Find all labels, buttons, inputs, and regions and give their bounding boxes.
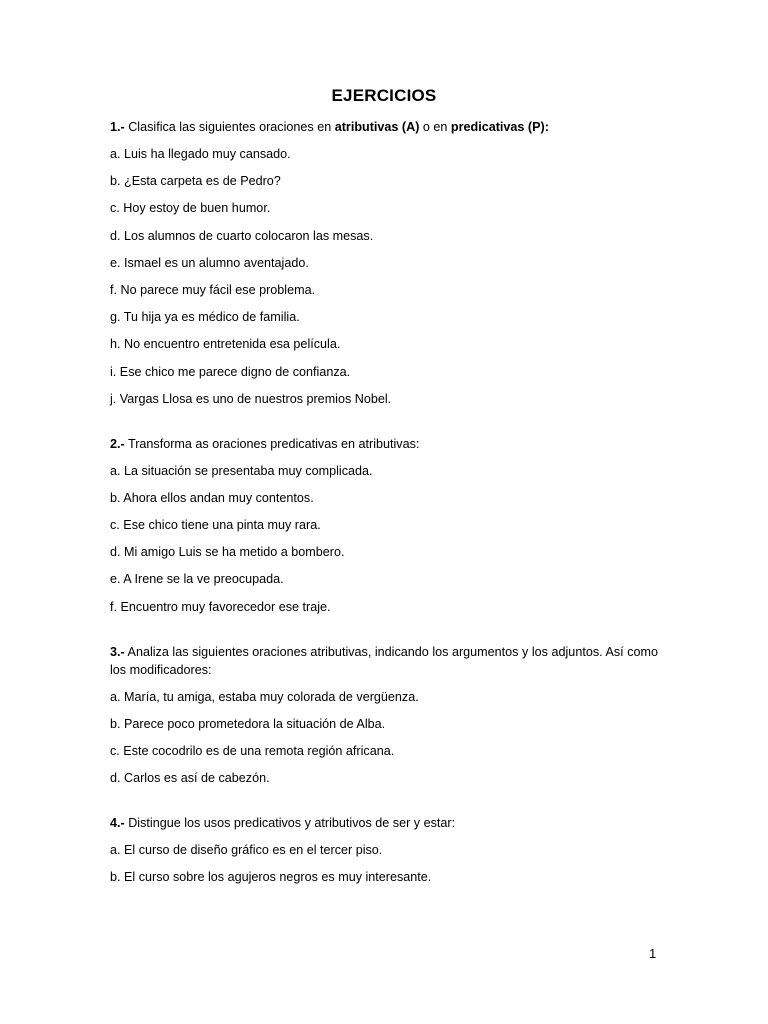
exercise-3 <box>110 643 658 788</box>
exercise-1-instruction-text: Clasifica las siguientes oraciones en <box>124 120 335 134</box>
exercise-1-predicativas: predicativas (P): <box>450 120 549 134</box>
exercise-3-item-c: c. Este cocodrilo es de una remota región africana. <box>110 744 395 758</box>
exercise-1-item-e: e. Ismael es un alumno aventajado. <box>110 255 309 270</box>
exercise-2-instruction <box>110 435 658 453</box>
exercise-2-item-c: c. Ese chico tiene una pinta muy rara. <box>110 518 321 533</box>
exercise-1-item-c: c. Hoy estoy de buen humor. <box>110 201 271 216</box>
exercise-1-instruction-mid: o en <box>419 120 451 134</box>
exercise-4-instruction <box>110 814 658 832</box>
exercise-3-number: 3.- <box>110 644 125 659</box>
exercise-1-item-h: h. No encuentro entretenida esa película. <box>110 337 341 352</box>
exercise-1 <box>110 118 658 408</box>
exercise-1-item-g: g. Tu hija ya es médico de familia. <box>110 310 300 325</box>
exercise-2-item-d: d. Mi amigo Luis se ha metido a bombero. <box>110 545 345 560</box>
page-number: 1 <box>649 946 657 961</box>
exercise-4-instruction-text: Distingue los usos predicativos y atributivos de ser y estar: <box>124 816 456 831</box>
page-title: EJERCICIOS <box>331 86 437 105</box>
exercise-2 <box>110 435 658 616</box>
exercise-1-atributivas: atributivas (A) <box>334 120 420 134</box>
exercise-1-item-f: f. No parece muy fácil ese problema. <box>110 282 316 297</box>
exercise-3-item-d: d. Carlos es así de cabezón. <box>110 771 270 786</box>
exercise-1-item-a: a. Luis ha llegado muy cansado. <box>110 147 291 161</box>
exercise-1-item-d: d. Los alumnos de cuarto colocaron las mesas. <box>110 228 374 243</box>
exercise-2-item-a: a. La situación se presentaba muy complicada. <box>110 463 373 478</box>
exercise-2-item-b: b. Ahora ellos andan muy contentos. <box>110 490 314 505</box>
exercise-3-item-b: b. Parece poco prometedora la situación de Alba. <box>110 716 386 731</box>
exercise-3-instruction <box>110 643 658 679</box>
exercise-4-item-a: a. El curso de diseño gráfico es en el tercer piso. <box>110 843 383 858</box>
exercise-1-instruction <box>110 118 658 136</box>
exercise-3-item-a: a. María, tu amiga, estaba muy colorada de vergüenza. <box>110 689 419 704</box>
exercise-1-number: 1.- <box>110 120 125 134</box>
exercise-2-number: 2.- <box>110 436 125 451</box>
exercise-3-instruction-text: Analiza las siguientes oraciones atributivas, indicando los argumentos y los adjuntos. Así como los modificadores: <box>110 644 658 677</box>
exercise-4 <box>110 814 658 886</box>
document-page <box>110 86 658 913</box>
exercise-4-number: 4.- <box>110 816 125 831</box>
exercise-4-item-b: b. El curso sobre los agujeros negros es muy interesante. <box>110 870 432 885</box>
exercise-1-item-b: b. ¿Esta carpeta es de Pedro? <box>110 174 281 189</box>
exercise-2-item-f: f. Encuentro muy favorecedor ese traje. <box>110 599 331 614</box>
exercise-2-item-e: e. A Irene se la ve preocupada. <box>110 572 284 587</box>
exercise-2-instruction-text: Transforma as oraciones predicativas en atributivas: <box>124 436 420 451</box>
exercise-1-item-i: i. Ese chico me parece digno de confianza. <box>110 364 351 379</box>
exercise-1-item-j: j. Vargas Llosa es uno de nuestros premios Nobel. <box>110 391 392 406</box>
